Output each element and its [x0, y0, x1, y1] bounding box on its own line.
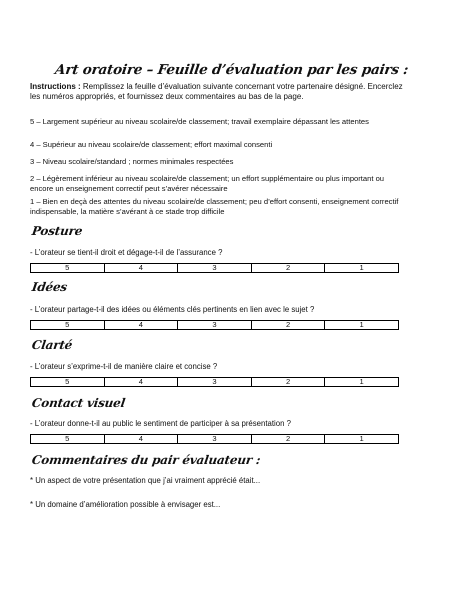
rating-option-4[interactable]: 4	[104, 321, 178, 329]
rating-option-5[interactable]: 5	[65, 377, 70, 386]
rating-option-3[interactable]: 3	[177, 435, 251, 443]
rating-row-clarte	[30, 377, 399, 387]
rating-row-contact-visuel	[30, 434, 399, 444]
question-posture: - L’orateur se tient-il droit et dégage-t-il de l’assurance ?	[30, 248, 223, 257]
section-title-posture: Posture	[31, 224, 84, 238]
page-title: Art oratoire – Feuille d’évaluation par les pairs :	[54, 62, 410, 78]
rating-option-2[interactable]: 2	[251, 378, 325, 386]
rating-option-4[interactable]: 4	[104, 264, 178, 272]
rating-option-5[interactable]: 5	[65, 320, 70, 329]
comment-improvement: * Un domaine d’amélioration possible à envisager est...	[30, 500, 221, 509]
rating-option-4[interactable]: 4	[104, 435, 178, 443]
comment-positive: * Un aspect de votre présentation que j’ai vraiment apprécié était...	[30, 476, 261, 485]
rating-row-idees	[30, 320, 399, 330]
rating-option-3[interactable]: 3	[177, 378, 251, 386]
instructions-text: Remplissez la feuille d’évaluation suivante concernant votre partenaire désigné. Encerclez les numéros appropriés, et fournissez deux commentaires au bas de la page.	[30, 82, 403, 101]
rating-option-1[interactable]: 1	[324, 264, 398, 272]
rating-row-posture	[30, 263, 399, 273]
section-title-contact-visuel: Contact visuel	[31, 396, 126, 410]
question-idees: - L’orateur partage-t-il des idées ou éléments clés pertinents en lien avec le sujet ?	[30, 305, 315, 314]
scale-item-5: 5 – Largement supérieur au niveau scolaire/de classement; travail exemplaire dépassant les attentes	[30, 117, 369, 126]
instructions-block	[30, 82, 410, 102]
instructions-label: Instructions :	[30, 82, 81, 91]
rating-option-3[interactable]: 3	[177, 321, 251, 329]
rating-option-2[interactable]: 2	[251, 435, 325, 443]
scale-item-2: 2 – Légèrement inférieur au niveau scolaire/de classement; un effort supplémentaire ou plus important ou encore un enseignement correctif peut s’avérer nécessaire	[30, 174, 385, 193]
rating-option-1[interactable]: 1	[324, 435, 398, 443]
rating-option-1[interactable]: 1	[324, 321, 398, 329]
rating-option-4[interactable]: 4	[104, 378, 178, 386]
section-title-clarte: Clarté	[31, 338, 74, 352]
scale-item-3: 3 – Niveau scolaire/standard ; normes minimales respectées	[30, 157, 234, 166]
scale-item-1: 1 – Bien en deçà des attentes du niveau scolaire/de classement; peu d’effort consenti, enseignement correctif indispensable, la matière s’avérant à ce stade trop difficile	[30, 197, 399, 216]
section-title-idees: Idées	[31, 280, 68, 294]
question-contact-visuel: - L’orateur donne-t-il au public le sentiment de participer à sa présentation ?	[30, 419, 291, 428]
rating-option-1[interactable]: 1	[324, 378, 398, 386]
rating-option-5[interactable]: 5	[65, 434, 70, 443]
scale-item-4: 4 – Supérieur au niveau scolaire/de classement; effort maximal consenti	[30, 140, 273, 149]
rating-option-2[interactable]: 2	[251, 264, 325, 272]
comments-title: Commentaires du pair évaluateur :	[31, 453, 262, 467]
rating-option-5[interactable]: 5	[65, 263, 70, 272]
rating-option-2[interactable]: 2	[251, 321, 325, 329]
question-clarte: - L’orateur s’exprime-t-il de manière claire et concise ?	[30, 362, 218, 371]
rating-option-3[interactable]: 3	[177, 264, 251, 272]
